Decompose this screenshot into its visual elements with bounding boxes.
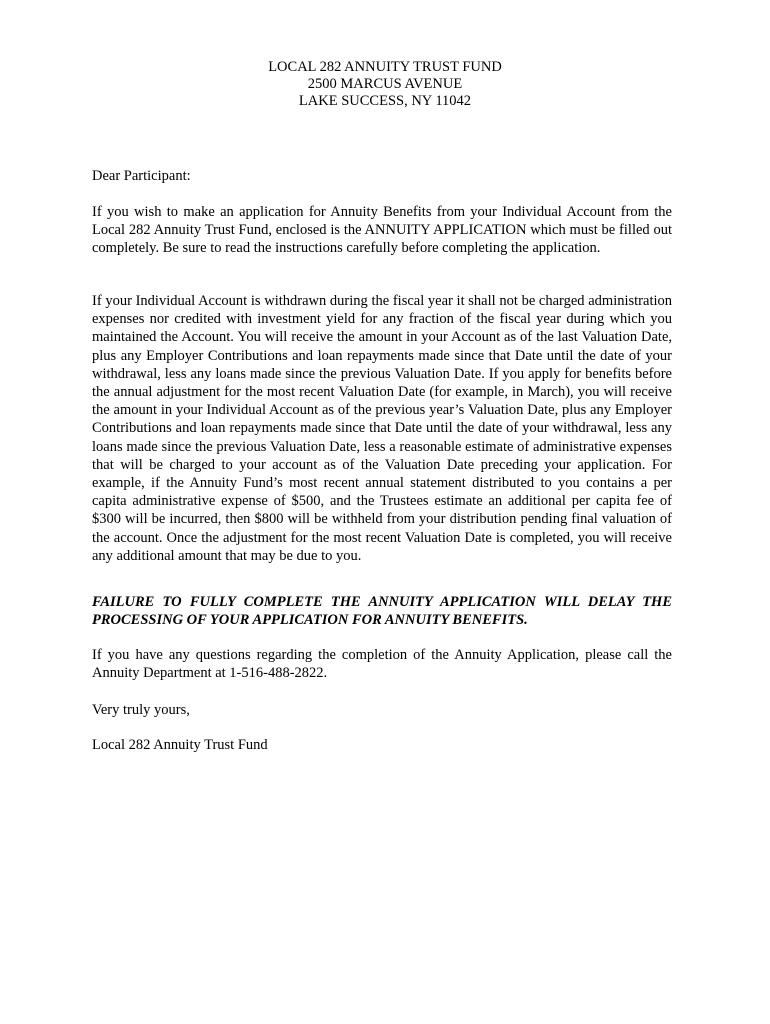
signature: Local 282 Annuity Trust Fund (92, 737, 268, 753)
letterhead-city: LAKE SUCCESS, NY 11042 (298, 93, 472, 109)
letterhead (0, 59, 770, 110)
questions-paragraph: If you have any questions regarding the completion of the Annuity Application, please call the Annuity Department at 1-516-488-2822. (92, 647, 672, 682)
letterhead-street: 2500 MARCUS AVENUE (307, 76, 463, 92)
withdrawal-paragraph: If your Individual Account is withdrawn during the fiscal year it shall not be charged administration expenses nor credited with investment yield for any fraction of the fiscal year during which you maintained the Account. You will receive the amount in your Account as of the last Valuation Date, plus any Employer Contributions and loan repayments made since that Date until the date of your withdrawal, less any loans made since the previous Valuation Date. If you apply for benefits before the annual adjustment for the most recent Valuation Date (for example, in March), you will receive the amount in your Individual Account as of the previous year’s Valuation Date, plus any Employer Contributions and loan repayments made since that Date until the date of your withdrawal, less any loans made since the previous Valuation Date, less a reasonable estimate of administrative expenses that will be charged to your account as of the Valuation Date preceding your application. For example, if the Annuity Fund’s most recent annual statement distributed to you contains a per capita administrative expense of $500, and the Trustees estimate an additional per capita fee of $300 will be incurred, then $800 will be withheld from your distribution pending final valuation of the account. Once the adjustment for the most recent Valuation Date is completed, you will receive any additional amount that may be due to you. (92, 293, 672, 564)
closing: Very truly yours, (92, 702, 190, 718)
intro-paragraph: If you wish to make an application for Annuity Benefits from your Individual Account from the Local 282 Annuity Trust Fund, enclosed is the ANNUITY APPLICATION which must be filled out completely. Be sure to read the instructions carefully before completing the application. (92, 204, 672, 257)
salutation: Dear Participant: (92, 168, 191, 184)
letterhead-organization: LOCAL 282 ANNUITY TRUST FUND (268, 59, 502, 75)
warning-paragraph: FAILURE TO FULLY COMPLETE THE ANNUITY APPLICATION WILL DELAY THE PROCESSING OF YOUR APPLICATION FOR ANNUITY BENEFITS. (92, 594, 672, 629)
